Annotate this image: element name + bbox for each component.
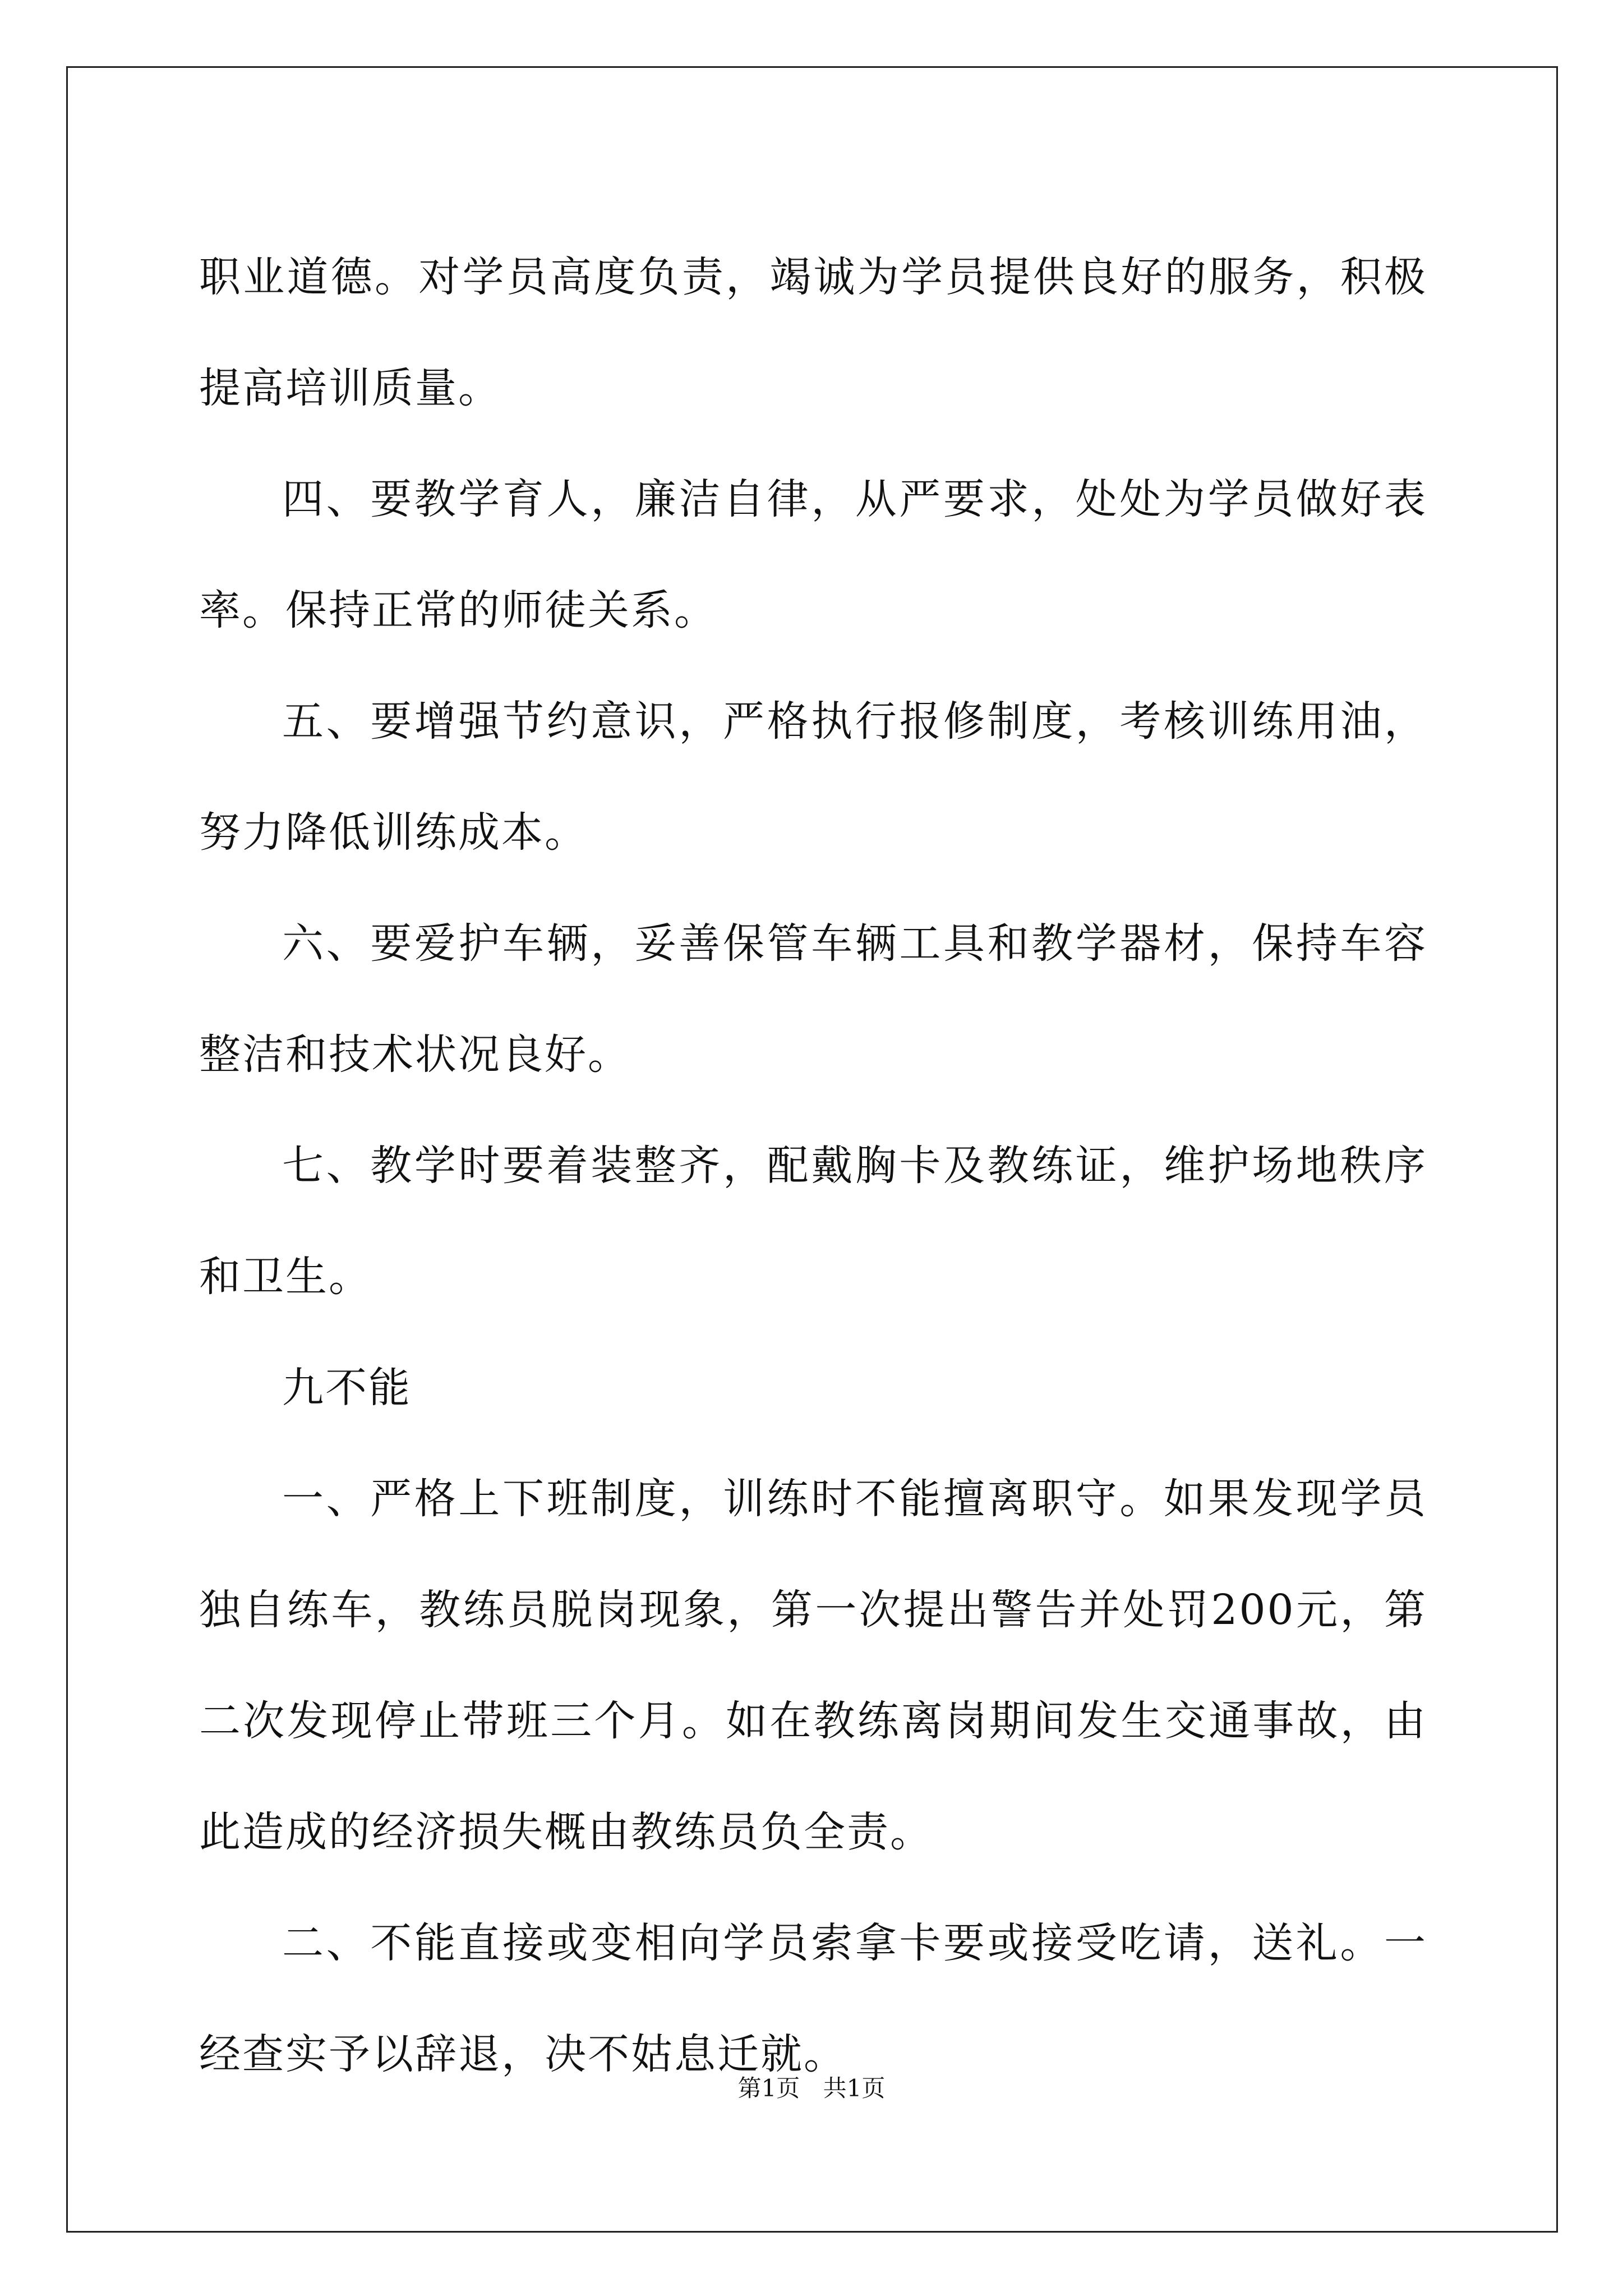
page-footer bbox=[0, 2070, 1623, 2104]
document-body bbox=[199, 222, 1427, 2110]
page-total: 共1页 bbox=[823, 2074, 886, 2102]
paragraph-item-5: 五、要增强节约意识，严格执行报修制度，考核训练用油，努力降低训练成本。 bbox=[199, 697, 1427, 857]
paragraph-rule-2: 二、不能直接或变相向学员索拿卡要或接受吃请，送礼。一经查实予以辞退，决不姑息迁就。 bbox=[199, 1919, 1427, 2078]
paragraph-continued: 职业道德。对学员高度负责，竭诚为学员提供良好的服务，积极提高培训质量。 bbox=[199, 253, 1427, 412]
section-heading: 九不能 bbox=[282, 1364, 412, 1412]
paragraph-item-7: 七、教学时要着装整齐，配戴胸卡及教练证，维护场地秩序和卫生。 bbox=[199, 1142, 1427, 1301]
paragraph-rule-1: 一、严格上下班制度，训练时不能擅离职守。如果发现学员独自练车，教练员脱岗现象，第一次提出警告并处罚200元，第二次发现停止带班三个月。如在教练离岗期间发生交通事故，由此造成的经济损失概由教练员负全责。 bbox=[199, 1475, 1427, 1856]
paragraph-item-4: 四、要教学育人，廉洁自律，从严要求，处处为学员做好表率。保持正常的师徒关系。 bbox=[199, 475, 1427, 634]
paragraph-item-6: 六、要爱护车辆，妥善保管车辆工具和教学器材，保持车容整洁和技术状况良好。 bbox=[199, 919, 1427, 1079]
page-number: 第1页 bbox=[737, 2074, 800, 2102]
